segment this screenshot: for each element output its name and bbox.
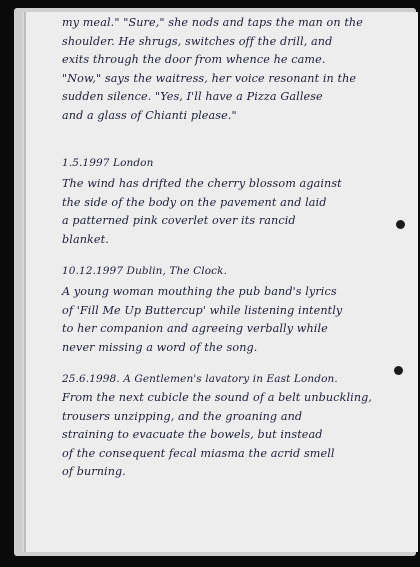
entry-date-location: 10.12.1997 Dublin, The Clock. bbox=[62, 265, 228, 277]
entry-date-location: 25.6.1998. A Gentlemen's lavatory in East London. bbox=[62, 373, 338, 385]
text-line: of burning. bbox=[62, 465, 126, 478]
text-line: of the consequent fecal miasma the acrid smell bbox=[62, 446, 335, 460]
text-line: sudden silence. "Yes, I'll have a Pizza Gallese bbox=[62, 90, 323, 103]
text-line: to her companion and agreeing verbally while bbox=[62, 322, 328, 335]
text-line: straining to evacuate the bowels, but instead bbox=[62, 428, 323, 441]
text-line: never missing a word of the song. bbox=[62, 340, 258, 354]
entry-body bbox=[62, 389, 372, 482]
text-line: exits through the door from whence he came. bbox=[62, 53, 326, 66]
binding-hole bbox=[394, 366, 403, 375]
text-line: my meal." "Sure," she nods and taps the man on the bbox=[62, 16, 363, 29]
text-line: A young woman mouthing the pub band's lyrics bbox=[62, 285, 337, 298]
binding-hole bbox=[396, 220, 405, 229]
text-line: trousers unzipping, and the groaning and bbox=[62, 409, 303, 423]
text-line: From the next cubicle the sound of a belt unbuckling, bbox=[62, 391, 373, 404]
entry-body bbox=[62, 283, 342, 357]
entry-date-location: 1.5.1997 London bbox=[62, 157, 154, 169]
text-line: of 'Fill Me Up Buttercup' while listening intently bbox=[62, 303, 343, 317]
text-line: and a glass of Chianti please." bbox=[62, 108, 237, 122]
text-line: blanket. bbox=[62, 232, 109, 246]
text-line: shoulder. He shrugs, switches off the drill, and bbox=[62, 34, 333, 48]
continued-entry-text bbox=[62, 14, 363, 125]
text-line: The wind has drifted the cherry blossom against bbox=[62, 177, 342, 190]
entry-body bbox=[62, 175, 342, 249]
text-line: "Now," says the waitress, her voice resonant in the bbox=[62, 71, 357, 85]
text-line: the side of the body on the pavement and laid bbox=[62, 195, 327, 209]
text-line: a patterned pink coverlet over its rancid bbox=[62, 214, 296, 227]
